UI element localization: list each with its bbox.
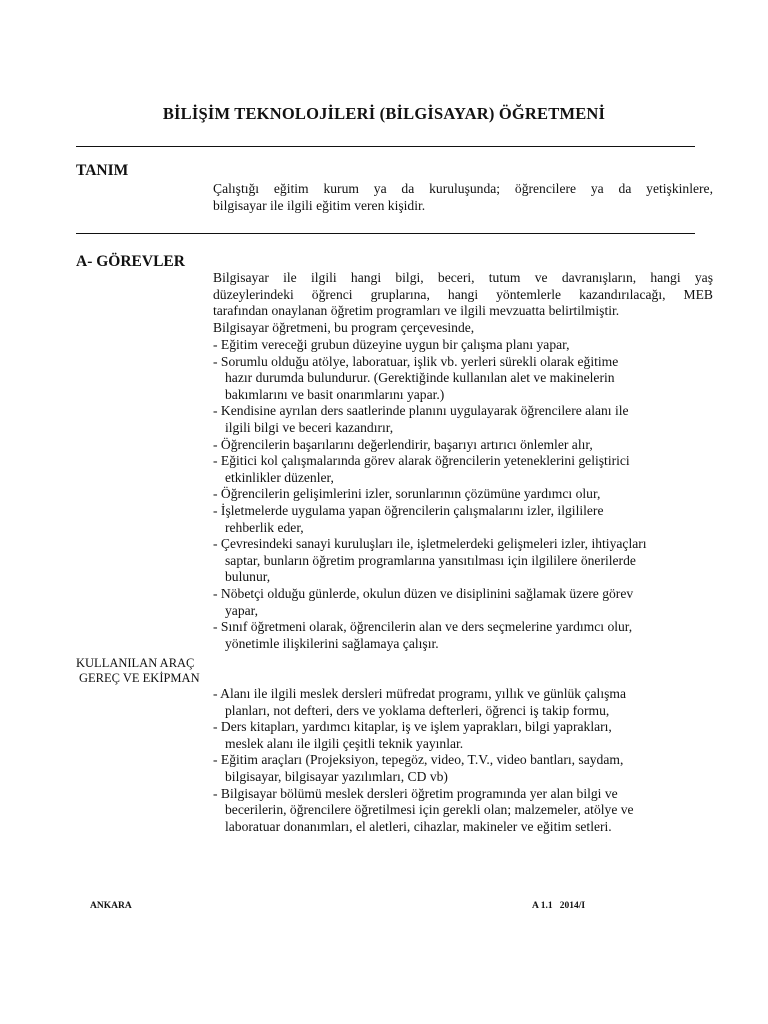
list-item: - Alanı ile ilgili meslek dersleri müfredat programı, yıllık ve günlük çalışma planları, not defteri, ders ve yoklama defterleri, öğrenci iş takip formu, [213,686,626,718]
list-item: - Ders kitapları, yardımcı kitaplar, iş ve işlem yaprakları, bilgi yaprakları, meslek alanı ile ilgili çeşitli teknik yayınlar. [213,719,612,751]
intro-lead: Bilgisayar öğretmeni, bu program çerçevesinde, [213,319,475,335]
arac-label [76,656,200,686]
gorevler-intro [213,270,713,336]
section-heading-tanim: TANIM [76,162,129,179]
footer-code: A 1.1 2014/I [532,901,586,911]
gorevler-list [213,337,723,652]
list-item: - Bilgisayar bölümü meslek dersleri öğretim programında yer alan bilgi ve becerilerin, öğrencilere öğretilmesi için gerekli olan; malzemeler, atölye ve laboratuar donanımları, el aletleri, cihazlar, makineler ve eğitim setleri. [213,785,634,834]
list-item: - Eğitim vereceği grubun düzeyine uygun bir çalışma planı yapar, [213,337,570,352]
divider [76,233,695,234]
intro-line: düzeylerindeki öğrenci gruplarına, hangi yöntemlerle kazandırılacağı, MEB [213,286,713,302]
page-title: BİLİŞİM TEKNOLOJİLERİ (BİLGİSAYAR) ÖĞRETMENİ [162,104,606,123]
list-item: - Sınıf öğretmeni olarak, öğrencilerin alan ve ders seçmelerine yardımcı olur, yönetimle ilişkilerini sağlamaya çalışır. [213,619,633,651]
arac-list [213,686,723,835]
intro-line: Bilgisayar ile ilgili hangi bilgi, beceri, tutum ve davranışların, hangi yaş [213,270,713,285]
list-item: - İşletmelerde uygulama yapan öğrencilerin çalışmalarını izler, ilgililere rehberlik eder, [213,502,604,535]
divider [76,146,695,147]
list-item: - Sorumlu olduğu atölye, laboratuar, işlik vb. yerleri sürekli olarak eğitime hazır durumda bulundurur. (Gerektiğinde kullanılan alet ve makinelerin bakımlarını ve basit onarımlarını yapar.) [213,353,619,402]
list-item: - Öğrencilerin gelişimlerini izler, sorunlarının çözümüne yardımcı olur, [213,486,601,502]
list-item: - Eğitici kol çalışmalarında görev alarak öğrencilerin yeteneklerini geliştirici etkinlikler düzenler, [213,453,630,485]
list-item: - Eğitim araçları (Projeksiyon, tepegöz, video, T.V., video bantları, saydam, bilgisayar, bilgisayar yazılımları, CD vb) [213,752,624,784]
arac-label-line: KULLANILAN ARAÇ [76,656,195,670]
arac-label-line: GEREÇ VE EKİPMAN [79,671,200,685]
tanim-text [213,181,713,214]
tanim-line: bilgisayar ile ilgili eğitim veren kişidir. [213,197,426,213]
list-item: - Öğrencilerin başarılarını değerlendirir, başarıyı artırıcı önlemler alır, [213,436,593,452]
list-item: - Çevresindeki sanayi kuruluşları ile, işletmelerdeki gelişmeleri izler, ihtiyaçları saptar, bunların öğretim programlarına yansıtılması için ilgililere önerilerde bulunur, [213,536,647,585]
list-item: - Nöbetçi olduğu günlerde, okulun düzen ve disiplinini sağlamak üzere görev yapar, [213,585,634,618]
tanim-line: Çalıştığı eğitim kurum ya da kuruluşunda; öğrencilere ya da yetişkinlere, [213,181,713,196]
intro-line: tarafından onaylanan öğretim programları ve ilgili mevzuatta belirtilmiştir. [213,303,620,319]
section-heading-gorevler: A- GÖREVLER [76,253,185,270]
list-item: - Kendisine ayrılan ders saatlerinde planını uygulayarak öğrencilere alanı ile ilgili bilgi ve beceri kazandırır, [213,403,629,435]
footer-city: ANKARA [90,901,132,911]
